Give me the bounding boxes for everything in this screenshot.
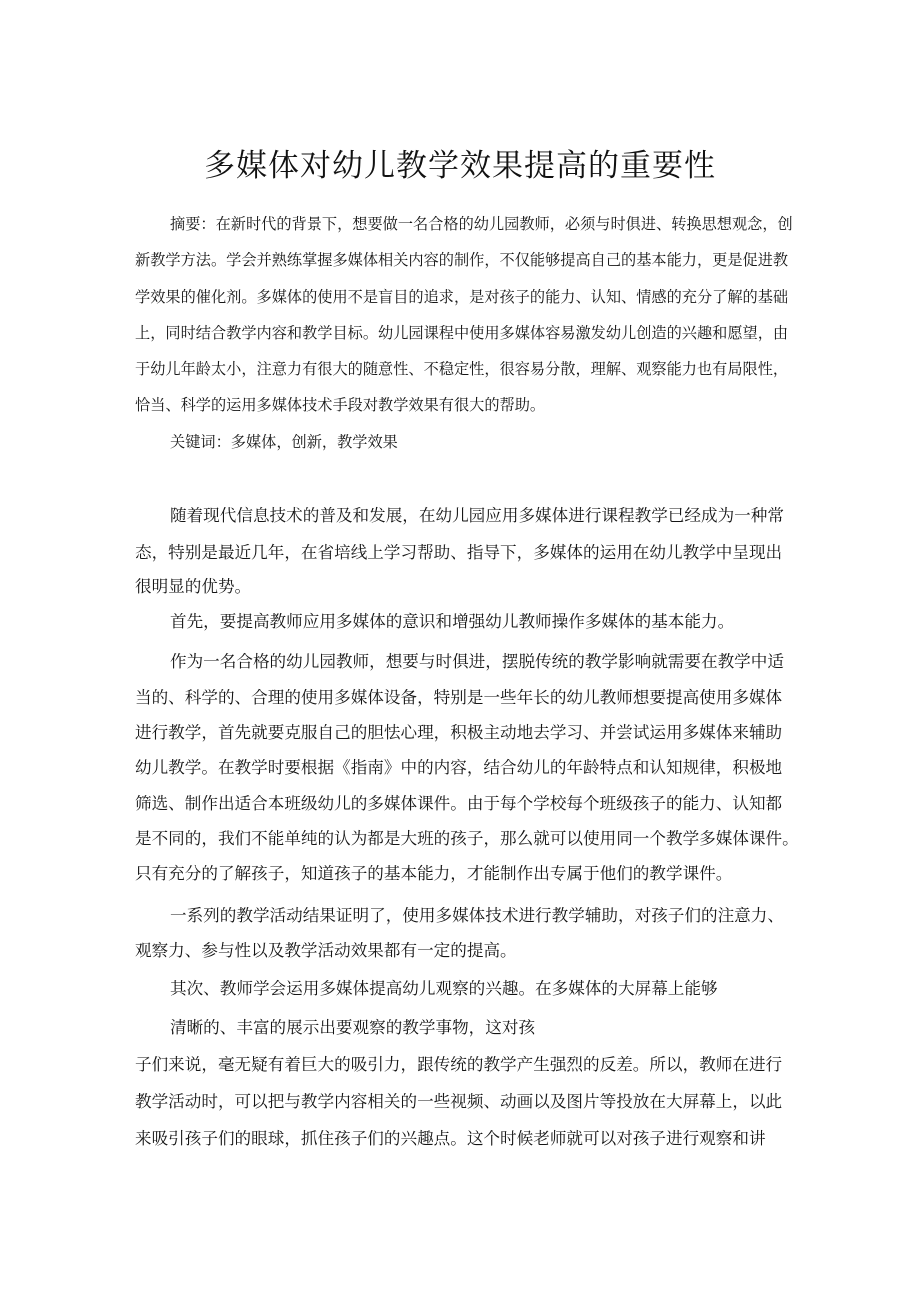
body-line: 清晰的、丰富的展示出要观察的教学事物，这对孩 xyxy=(170,1018,536,1037)
body-line: 筛选、制作出适合本班级幼儿的多媒体课件。由于每个学校每个班级孩子的能力、认知都 xyxy=(135,794,783,813)
body-line: 作为一名合格的幼儿园教师，想要与时俱进，摆脱传统的教学影响就需要在教学中适 xyxy=(170,652,784,671)
body-line: 幼儿教学。在教学时要根据《指南》中的内容，结合幼儿的年龄特点和认知规律，积极地 xyxy=(135,758,783,777)
section-heading: 首先，要提高教师应用多媒体的意识和增强幼儿教师操作多媒体的基本能力。 xyxy=(170,612,735,631)
body-line: 一系列的教学活动结果证明了，使用多媒体技术进行教学辅助，对孩子们的注意力、 xyxy=(170,906,784,925)
body-line: 是不同的，我们不能单纯的认为都是大班的孩子，那么就可以使用同一个教学多媒体课件。 xyxy=(135,829,799,848)
body-line: 来吸引孩子们的眼球，抓住孩子们的兴趣点。这个时候老师就可以对孩子进行观察和讲 xyxy=(135,1129,766,1148)
abstract-line: 学效果的催化剂。多媒体的使用不是盲目的追求，是对孩子的能力、认知、情感的充分了解的基础 xyxy=(135,288,789,306)
body-line: 只有充分的了解孩子，知道孩子的基本能力，才能制作出专属于他们的教学课件。 xyxy=(135,864,733,883)
abstract-line: 新教学方法。学会并熟练掌握多媒体相关内容的制作，不仅能够提高自己的基本能力，更是促进教 xyxy=(135,251,789,269)
body-line: 随着现代信息技术的普及和发展，在幼儿园应用多媒体进行课程教学已经成为一种常 xyxy=(170,506,784,525)
abstract-line: 摘要：在新时代的背景下，想要做一名合格的幼儿园教师，必须与时俱进、转换思想观念，创 xyxy=(170,215,793,233)
body-line: 观察力、参与性以及教学活动效果都有一定的提高。 xyxy=(135,941,517,960)
body-line: 态，特别是最近几年，在省培线上学习帮助、指导下，多媒体的运用在幼儿教学中呈现出 xyxy=(135,543,783,562)
abstract-line: 恰当、科学的运用多媒体技术手段对教学效果有很大的帮助。 xyxy=(135,396,546,414)
body-line: 子们来说，毫无疑有着巨大的吸引力，跟传统的教学产生强烈的反差。所以，教师在进行 xyxy=(135,1055,783,1074)
body-line: 当的、科学的、合理的使用多媒体设备，特别是一些年长的幼儿教师想要提高使用多媒体 xyxy=(135,688,783,707)
body-line: 进行教学，首先就要克服自己的胆怯心理，积极主动地去学习、并尝试运用多媒体来辅助 xyxy=(135,723,783,742)
body-line: 很明显的优势。 xyxy=(135,577,252,596)
abstract-line: 于幼儿年龄太小，注意力有很大的随意性、不稳定性，很容易分散，理解、观察能力也有局限性， xyxy=(135,360,789,378)
body-line: 教学活动时，可以把与教学内容相关的一些视频、动画以及图片等投放在大屏幕上，以此 xyxy=(135,1092,783,1111)
document-title: 多媒体对幼儿教学效果提高的重要性 xyxy=(204,148,716,184)
keywords: 关键词：多媒体，创新，教学效果 xyxy=(170,433,398,451)
section-heading: 其次、教师学会运用多媒体提高幼儿观察的兴趣。在多媒体的大屏幕上能够 xyxy=(170,979,718,998)
abstract-line: 上，同时结合教学内容和教学目标。幼儿园课程中使用多媒体容易激发幼儿创造的兴趣和愿望，由 xyxy=(135,324,789,342)
